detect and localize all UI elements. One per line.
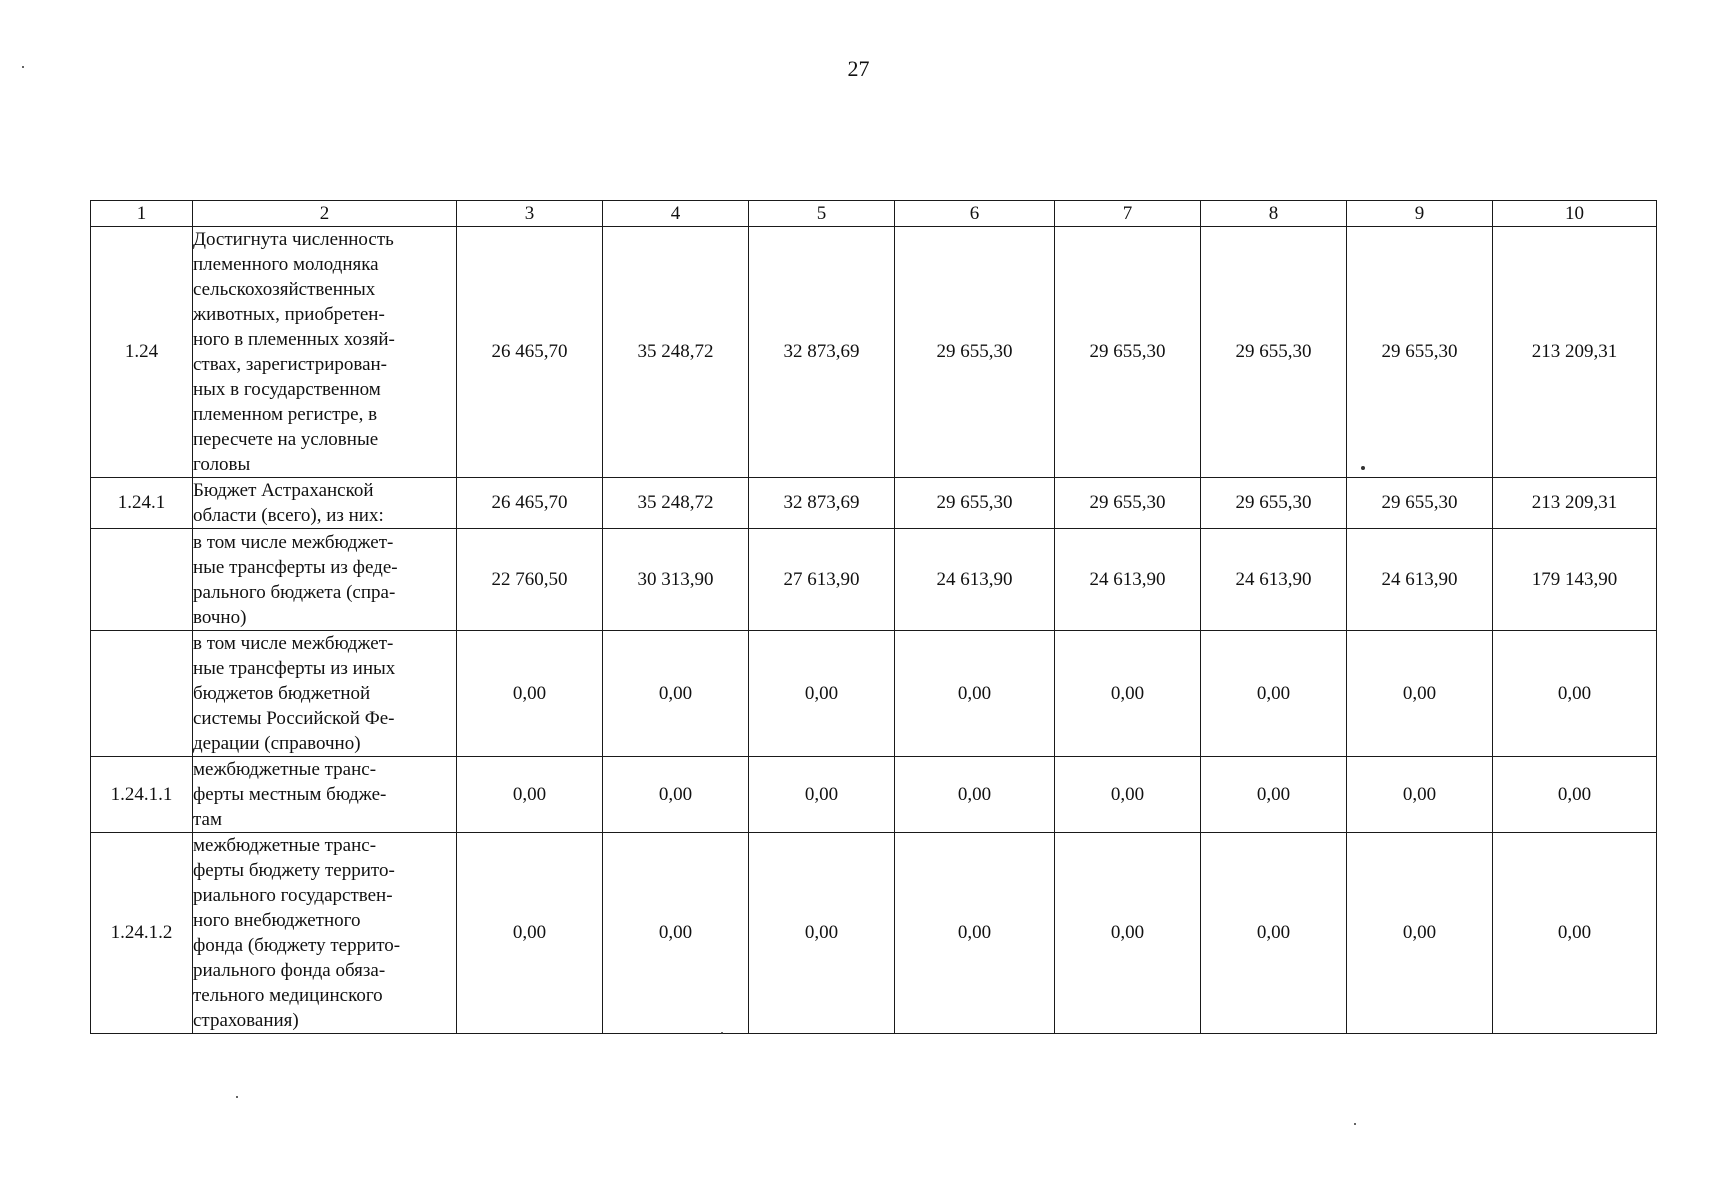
row-name: межбюджетные транс- ферты бюджету террито- риального государствен- ного внебюджетного фонда (бюджету террито- риального фонда обяза- тельного медицинского страхования): [193, 833, 457, 1034]
value-col-6: 0,00: [895, 631, 1055, 757]
value-col-8: 29 655,30: [1201, 478, 1347, 529]
value-col-8: 0,00: [1201, 757, 1347, 833]
page-number: 27: [847, 56, 870, 81]
value-col-3: 0,00: [457, 833, 603, 1034]
row-code: 1.24: [91, 227, 193, 478]
value-col-4: 30 313,90: [603, 529, 749, 631]
column-header-9: 9: [1347, 201, 1493, 227]
value-col-9: 29 655,30: [1347, 227, 1493, 478]
value-col-10: 0,00: [1493, 833, 1657, 1034]
column-header-7: 7: [1055, 201, 1201, 227]
value-col-6: 0,00: [895, 757, 1055, 833]
value-col-3: 0,00: [457, 757, 603, 833]
value-col-7: 0,00: [1055, 757, 1201, 833]
value-col-10: 0,00: [1493, 631, 1657, 757]
value-col-5: 32 873,69: [749, 478, 895, 529]
value-col-10: 213 209,31: [1493, 227, 1657, 478]
value-col-4: 35 248,72: [603, 478, 749, 529]
value-col-7: 0,00: [1055, 631, 1201, 757]
column-header-6: 6: [895, 201, 1055, 227]
column-header-10: 10: [1493, 201, 1657, 227]
scan-speck: [236, 1096, 238, 1098]
value-col-7: 24 613,90: [1055, 529, 1201, 631]
value-col-6: 29 655,30: [895, 227, 1055, 478]
value-col-7: 0,00: [1055, 833, 1201, 1034]
column-header-5: 5: [749, 201, 895, 227]
table-row: [91, 757, 1657, 833]
value-col-3: 26 465,70: [457, 478, 603, 529]
value-col-4: 0,00: [603, 833, 749, 1034]
value-col-8: 29 655,30: [1201, 227, 1347, 478]
value-col-3: 0,00: [457, 631, 603, 757]
value-col-4: 35 248,72: [603, 227, 749, 478]
row-name: Бюджет Астраханской области (всего), из них:: [193, 478, 457, 529]
row-name: в том числе межбюджет- ные трансферты из иных бюджетов бюджетной системы Российской Фе- дерации (справочно): [193, 631, 457, 757]
value-col-5: 0,00: [749, 833, 895, 1034]
column-header-1: 1: [91, 201, 193, 227]
value-col-8: 0,00: [1201, 833, 1347, 1034]
value-col-10: 179 143,90: [1493, 529, 1657, 631]
value-col-9: 24 613,90: [1347, 529, 1493, 631]
table-row: [91, 631, 1657, 757]
value-col-5: 0,00: [749, 757, 895, 833]
table-row: [91, 529, 1657, 631]
value-col-4: 0,00: [603, 631, 749, 757]
scan-speck: [1354, 1123, 1356, 1125]
row-code: 1.24.1.2: [91, 833, 193, 1034]
value-col-3: 26 465,70: [457, 227, 603, 478]
value-col-9: 0,00: [1347, 833, 1493, 1034]
budget-table: [90, 200, 1657, 1034]
value-col-10: 0,00: [1493, 757, 1657, 833]
table-body: [91, 227, 1657, 1034]
column-header-8: 8: [1201, 201, 1347, 227]
value-col-9: 0,00: [1347, 757, 1493, 833]
header-row: [91, 201, 1657, 227]
value-col-5: 0,00: [749, 631, 895, 757]
column-header-2: 2: [193, 201, 457, 227]
value-col-6: 24 613,90: [895, 529, 1055, 631]
value-col-8: 24 613,90: [1201, 529, 1347, 631]
table-header: [91, 201, 1657, 227]
row-name: межбюджетные транс- ферты местным бюдже- там: [193, 757, 457, 833]
value-col-4: 0,00: [603, 757, 749, 833]
value-col-6: 29 655,30: [895, 478, 1055, 529]
row-code: [91, 631, 193, 757]
column-header-3: 3: [457, 201, 603, 227]
value-col-6: 0,00: [895, 833, 1055, 1034]
row-name: Достигнута численность племенного молодняка сельскохозяйственных животных, приобретен- ного в племенных хозяй- ствах, зарегистрирован- ных в государственном племенном регистре, в пересчете на условные головы: [193, 227, 457, 478]
value-col-10: 213 209,31: [1493, 478, 1657, 529]
table-row: [91, 478, 1657, 529]
value-col-7: 29 655,30: [1055, 478, 1201, 529]
scan-speck: [22, 66, 24, 68]
row-code: 1.24.1: [91, 478, 193, 529]
column-header-4: 4: [603, 201, 749, 227]
value-col-8: 0,00: [1201, 631, 1347, 757]
value-col-9: 29 655,30: [1347, 478, 1493, 529]
value-col-3: 22 760,50: [457, 529, 603, 631]
row-code: 1.24.1.1: [91, 757, 193, 833]
value-col-5: 32 873,69: [749, 227, 895, 478]
row-code: [91, 529, 193, 631]
scan-speck: [721, 1032, 723, 1034]
value-col-5: 27 613,90: [749, 529, 895, 631]
value-col-9: 0,00: [1347, 631, 1493, 757]
scan-speck: [1361, 466, 1365, 470]
row-name: в том числе межбюджет- ные трансферты из феде- рального бюджета (спра- вочно): [193, 529, 457, 631]
value-col-7: 29 655,30: [1055, 227, 1201, 478]
table-row: [91, 833, 1657, 1034]
table-row: [91, 227, 1657, 478]
